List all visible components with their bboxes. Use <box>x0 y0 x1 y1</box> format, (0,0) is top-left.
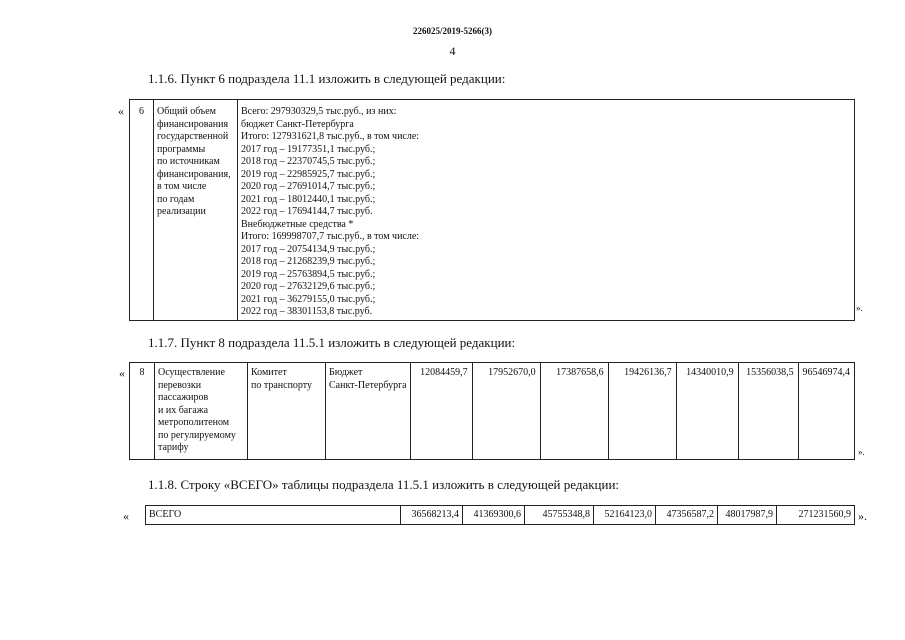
label-line: Осуществление <box>158 367 225 378</box>
page-number: 4 <box>449 44 456 58</box>
section3-close-quote: ». <box>858 509 867 523</box>
document-number: 226025/2019-5266(3) <box>413 26 492 36</box>
label-line: в том числе <box>157 181 207 192</box>
label-line: перевозки <box>158 379 202 391</box>
content-line: 2019 год – 25763894,5 тыс.руб.; <box>241 268 376 280</box>
label-line: государственной <box>157 131 229 142</box>
content-line: 2017 год – 20754134,9 тыс.руб.; <box>241 243 376 255</box>
content-line: бюджет Санкт-Петербурга <box>241 118 354 130</box>
content-line: 2022 год – 17694144,7 тыс.руб. <box>241 206 373 217</box>
row-number: 8 <box>130 363 155 460</box>
content-line: Внебюджетные средства * <box>241 218 354 230</box>
content-line: 2022 год – 38301153,8 тыс.руб. <box>241 306 373 317</box>
row-content <box>238 100 855 321</box>
content-line: Всего: 297930329,5 тыс.руб., из них: <box>241 106 397 117</box>
section2-open-quote: « <box>119 366 125 380</box>
value-total: 96546974,4 <box>798 363 854 460</box>
total-2019: 45755348,8 <box>525 506 594 525</box>
section1-heading: 1.1.6. Пункт 6 подраздела 11.1 изложить в следующей редакции: <box>148 71 506 86</box>
total-2018: 41369300,6 <box>463 506 525 525</box>
label-line: Общий объем <box>157 106 216 117</box>
content-line: 2021 год – 36279155,0 тыс.руб.; <box>241 293 376 305</box>
content-line: 2018 год – 22370745,5 тыс.руб.; <box>241 156 376 167</box>
section1-open-quote: « <box>118 104 124 118</box>
label-line: метрополитеном <box>158 417 230 428</box>
label-line: по регулируемому <box>158 429 236 441</box>
value-2022: 15356038,5 <box>738 363 798 460</box>
content-line: Итого: 169998707,7 тыс.руб., в том числе: <box>241 231 420 242</box>
content-line: Итого: 127931621,8 тыс.руб., в том числе: <box>241 131 420 142</box>
section2-close-quote: ». <box>858 447 865 457</box>
funding-table <box>129 99 855 321</box>
label-line: и их багажа <box>158 404 209 416</box>
executor-cell <box>248 363 326 460</box>
total-2021: 47356587,2 <box>656 506 718 525</box>
executor-line: по транспорту <box>251 379 313 391</box>
label-line: финансирования <box>157 118 229 130</box>
label-line: реализации <box>157 206 206 217</box>
label-line: программы <box>157 143 206 155</box>
source-line: Санкт-Петербурга <box>329 379 407 391</box>
total-table <box>145 505 855 525</box>
value-2018: 17952670,0 <box>472 363 540 460</box>
content-line: 2017 год – 19177351,1 тыс.руб.; <box>241 143 376 155</box>
value-2020: 19426136,7 <box>608 363 676 460</box>
total-2017: 36568213,4 <box>401 506 463 525</box>
label-line: по источникам <box>157 156 220 167</box>
content-line: 2020 год – 27691014,7 тыс.руб.; <box>241 181 376 192</box>
section3-open-quote: « <box>123 509 129 523</box>
label-line: пассажиров <box>158 392 209 403</box>
total-label: ВСЕГО <box>146 506 401 525</box>
row-label <box>155 363 248 460</box>
total-2020: 52164123,0 <box>594 506 656 525</box>
section3-heading: 1.1.8. Строку «ВСЕГО» таблицы подраздела 11.5.1 изложить в следующей редакции: <box>148 477 620 492</box>
value-2019: 17387658,6 <box>540 363 608 460</box>
content-line: 2020 год – 27632129,6 тыс.руб.; <box>241 281 376 292</box>
source-cell <box>326 363 411 460</box>
total-2022: 48017987,9 <box>718 506 777 525</box>
metro-table <box>129 362 855 460</box>
label-line: финансирования, <box>157 168 231 180</box>
executor-line: Комитет <box>251 367 287 378</box>
content-line: 2021 год – 18012440,1 тыс.руб.; <box>241 193 376 205</box>
content-line: 2018 год – 21268239,9 тыс.руб.; <box>241 256 376 267</box>
total-sum: 271231560,9 <box>777 506 855 525</box>
label-line: по годам <box>157 193 195 205</box>
row-label <box>154 100 238 321</box>
value-2017: 12084459,7 <box>410 363 472 460</box>
label-line: тарифу <box>158 442 189 453</box>
content-line: 2019 год – 22985925,7 тыс.руб.; <box>241 168 376 180</box>
section1-close-quote: ». <box>856 303 863 313</box>
value-2021: 14340010,9 <box>676 363 738 460</box>
source-line: Бюджет <box>329 367 363 378</box>
row-number: 6 <box>130 100 154 321</box>
section2-heading: 1.1.7. Пункт 8 подраздела 11.5.1 изложить в следующей редакции: <box>148 335 516 350</box>
